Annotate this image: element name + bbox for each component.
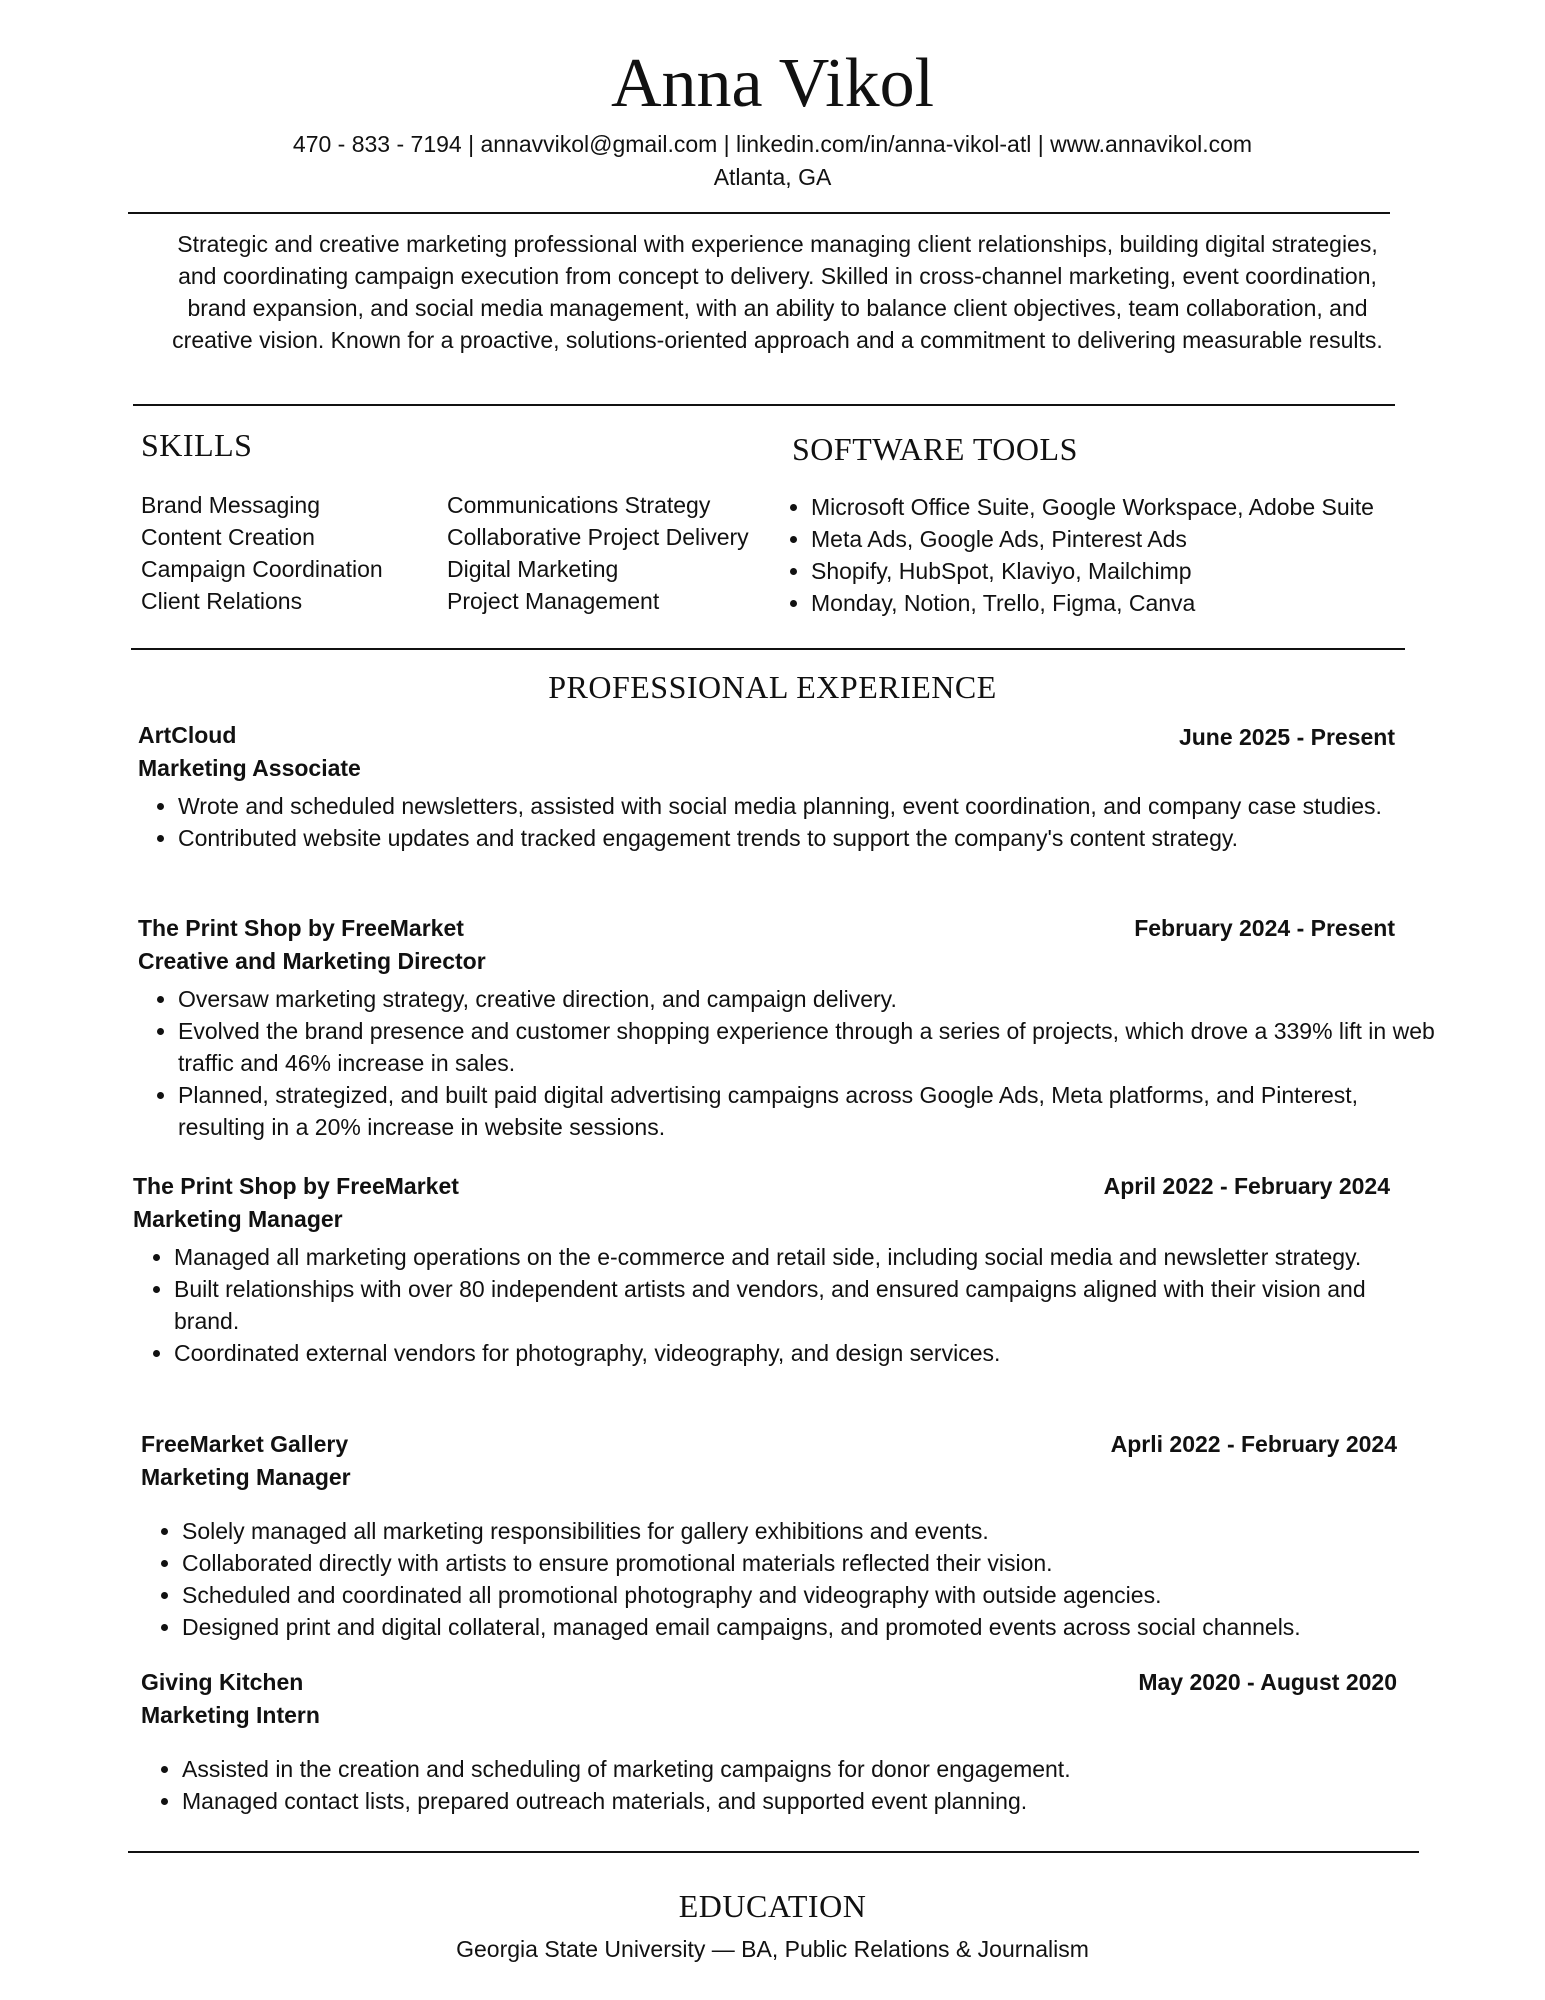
job-dates: June 2025 - Present — [1178, 724, 1395, 750]
job-title: Marketing Manager — [141, 1464, 351, 1490]
summary-text: Strategic and creative marketing professional with experience managing client relationships, building digital strategies, and coordinating campaign execution from concept to delivery. Skilled in cross-channel marketing, event coordination, brand expansion, and social media management, with an ability to balance client objectives, team collaboration, and creative vision. Known for a proactive, solutions-oriented approach and a commitment to delivering measurable results. — [172, 231, 1383, 353]
job-bullet: • Contributed website updates and tracked engagement trends to support the company's content strategy. — [178, 822, 1440, 854]
divider — [131, 648, 1405, 650]
contact-line: 470 - 833 - 7194 | annavvikol@gmail.com | linkedin.com/in/anna-vikol-atl | www.annavikol.com — [292, 131, 1253, 157]
skills-column-2 — [447, 489, 749, 617]
location: Atlanta, GA — [713, 164, 832, 190]
skill-item: Brand Messaging — [141, 492, 320, 518]
job-dates: Aprli 2022 - February 2024 — [1110, 1431, 1397, 1457]
skill-item: Collaborative Project Delivery — [447, 524, 749, 550]
candidate-name: Anna Vikol — [610, 45, 935, 122]
divider — [128, 1851, 1419, 1853]
job-bullets — [142, 1753, 1444, 1817]
job-bullet: • Wrote and scheduled newsletters, assisted with social media planning, event coordination, and company case studies. — [178, 790, 1440, 822]
job-title: Marketing Manager — [133, 1206, 343, 1232]
job-bullet: • Evolved the brand presence and customer shopping experience through a series of projects, which drove a 339% lift in web traffic and 46% increase in sales. — [178, 1015, 1440, 1079]
job-title: Marketing Intern — [141, 1702, 320, 1728]
job-bullets — [142, 1515, 1444, 1643]
job-bullets — [138, 790, 1440, 854]
software-tools-item: • Shopify, HubSpot, Klaviyo, Mailchimp — [811, 555, 1374, 587]
education-line: Georgia State University — BA, Public Relations & Journalism — [456, 1936, 1089, 1962]
job-dates: February 2024 - Present — [1134, 915, 1395, 941]
job-company: The Print Shop by FreeMarket — [133, 1173, 459, 1199]
job-dates: April 2022 - February 2024 — [1103, 1173, 1390, 1199]
job-bullet: • Managed contact lists, prepared outreach materials, and supported event planning. — [182, 1785, 1444, 1817]
skills-heading: SKILLS — [141, 427, 253, 463]
software-tools-item: • Meta Ads, Google Ads, Pinterest Ads — [811, 523, 1374, 555]
skill-item: Communications Strategy — [447, 492, 711, 518]
job-bullet: • Planned, strategized, and built paid digital advertising campaigns across Google Ads, Meta platforms, and Pinterest, resulting in a 20% increase in website sessions. — [178, 1079, 1440, 1143]
software-tools-item: • Monday, Notion, Trello, Figma, Canva — [811, 587, 1374, 619]
software-tools-list — [775, 491, 1374, 619]
job-bullets — [134, 1241, 1436, 1369]
divider — [128, 212, 1390, 214]
job-company: ArtCloud — [138, 722, 237, 748]
skill-item: Client Relations — [141, 588, 303, 614]
job-title: Marketing Associate — [138, 755, 361, 781]
skill-item: Content Creation — [141, 524, 315, 550]
software-tools-heading: SOFTWARE TOOLS — [792, 431, 1078, 467]
software-tools-item: • Microsoft Office Suite, Google Workspace, Adobe Suite — [811, 491, 1374, 523]
job-bullet: • Assisted in the creation and scheduling of marketing campaigns for donor engagement. — [182, 1753, 1444, 1785]
experience-heading: PROFESSIONAL EXPERIENCE — [548, 669, 997, 705]
education-heading: EDUCATION — [678, 1888, 867, 1924]
job-bullet: • Coordinated external vendors for photography, videography, and design services. — [174, 1337, 1436, 1369]
skill-item: Campaign Coordination — [141, 556, 383, 582]
job-bullet: • Scheduled and coordinated all promotional photography and videography with outside agencies. — [182, 1579, 1444, 1611]
skill-item: Digital Marketing — [447, 556, 619, 582]
job-bullet: • Oversaw marketing strategy, creative direction, and campaign delivery. — [178, 983, 1440, 1015]
job-title: Creative and Marketing Director — [138, 948, 486, 974]
job-bullet: • Designed print and digital collateral, managed email campaigns, and promoted events across social channels. — [182, 1611, 1444, 1643]
job-bullet: • Managed all marketing operations on the e-commerce and retail side, including social media and newsletter strategy. — [174, 1241, 1436, 1273]
job-bullets — [138, 983, 1440, 1143]
job-bullet: • Solely managed all marketing responsibilities for gallery exhibitions and events. — [182, 1515, 1444, 1547]
skills-column-1 — [141, 489, 383, 617]
job-dates: May 2020 - August 2020 — [1138, 1669, 1397, 1695]
divider — [133, 404, 1395, 406]
job-company: FreeMarket Gallery — [141, 1431, 349, 1457]
skill-item: Project Management — [447, 588, 660, 614]
job-bullet: • Collaborated directly with artists to ensure promotional materials reflected their vision. — [182, 1547, 1444, 1579]
job-company: The Print Shop by FreeMarket — [138, 915, 464, 941]
job-company: Giving Kitchen — [141, 1669, 304, 1695]
job-bullet: • Built relationships with over 80 independent artists and vendors, and ensured campaigns aligned with their vision and brand. — [174, 1273, 1436, 1337]
